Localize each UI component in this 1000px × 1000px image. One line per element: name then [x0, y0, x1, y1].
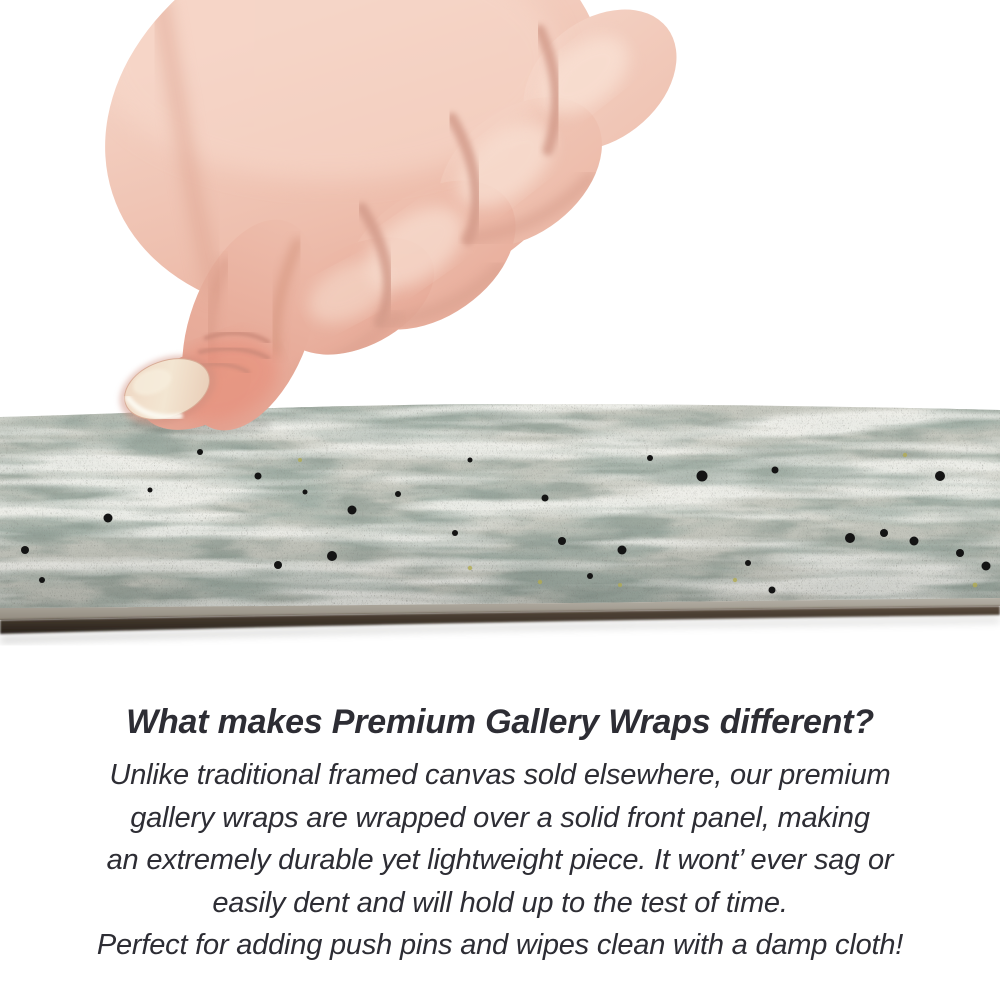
caption-heading: What makes Premium Gallery Wraps different? [126, 703, 874, 741]
caption-line: Unlike traditional framed canvas sold elsewhere, our premium [109, 759, 891, 791]
caption-line: gallery wraps are wrapped over a solid front panel, making [130, 801, 870, 834]
caption-line: easily dent and will hold up to the test of time. [212, 886, 788, 919]
caption [0, 702, 1000, 967]
hand-photo [0, 0, 700, 450]
caption-line: Perfect for adding push pins and wipes clean with a damp cloth! [96, 929, 904, 961]
caption-line: an extremely durable yet lightweight piece. It wont’ ever sag or [106, 844, 894, 876]
